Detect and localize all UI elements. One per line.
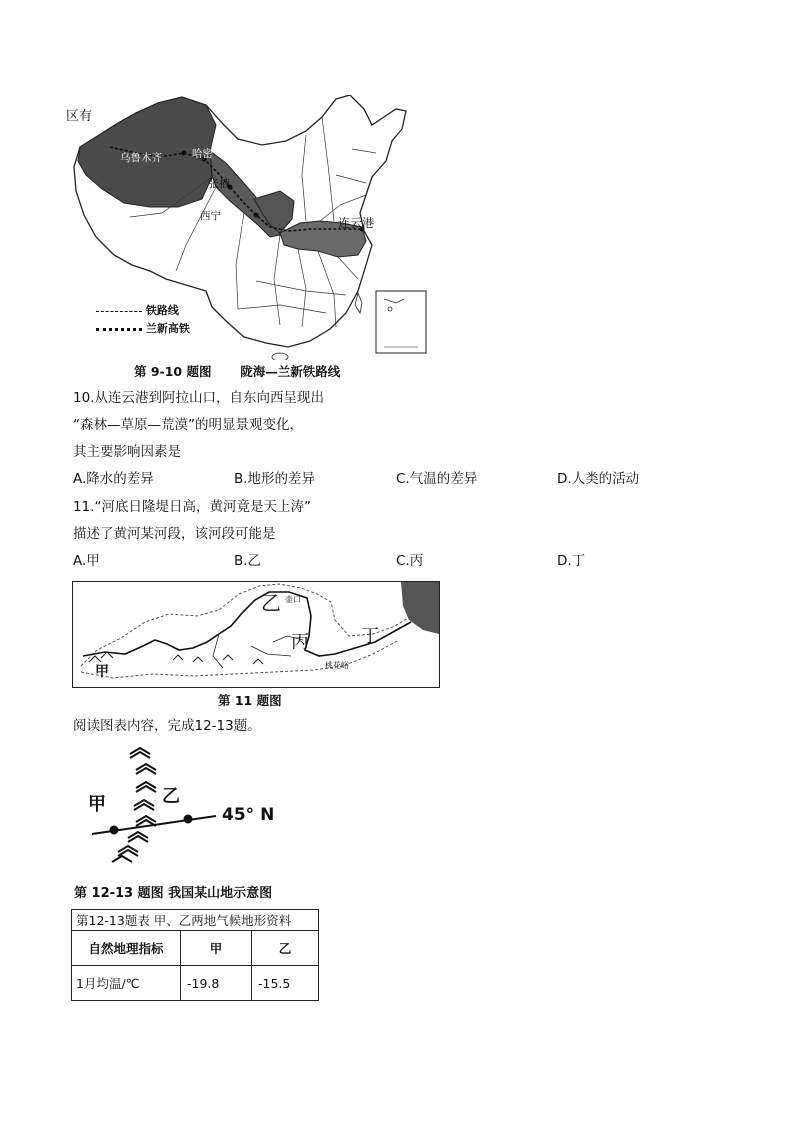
taiwan-island	[355, 293, 362, 313]
table-header-jia: 甲	[181, 931, 252, 966]
q10-line-3: 其主要影响因素是	[73, 444, 181, 460]
yellow-river-figure	[73, 582, 439, 687]
diagram-caption: 第 12-13 题图 我国某山地示意图	[74, 886, 273, 901]
label-yi: 乙	[261, 591, 281, 615]
q10-option-d[interactable]: D.人类的活动	[557, 471, 640, 487]
mountain-diagram-figure	[80, 742, 300, 872]
point-yi	[184, 815, 193, 824]
q11-option-c[interactable]: C.丙	[396, 553, 424, 569]
climate-table-wrapper	[71, 909, 319, 1001]
mountain-diagram	[80, 742, 300, 872]
label-jia-diagram: 甲	[88, 794, 106, 815]
label-lanzhou: 兰州	[224, 220, 245, 232]
legend-railway-label: 铁路线	[145, 304, 179, 317]
bohai-sea	[401, 582, 439, 634]
legend-railway	[96, 302, 179, 318]
q10-option-c[interactable]: C.气温的差异	[396, 471, 478, 487]
q11-line-1: 11.“河底日隆堤日高，黄河竟是天上涛”	[73, 499, 311, 515]
map1-caption-num: 第 9-10 题图	[134, 364, 212, 379]
label-lianyungang: 连云港	[338, 216, 375, 230]
yellow-river-map	[72, 581, 440, 688]
table-cell-indicator: 1月均温/℃	[72, 966, 181, 1001]
mountain-ridge	[112, 748, 156, 862]
label-yi-diagram: 乙	[162, 786, 180, 807]
map1-caption-title: 陇海—兰新铁路线	[240, 364, 341, 379]
q11-option-b[interactable]: B.乙	[234, 553, 262, 569]
map1-corner-text: 区有	[66, 109, 93, 124]
label-hukou: 壶口	[285, 595, 301, 604]
q10-line-2: “森林—草原—荒漠”的明显景观变化，	[73, 417, 303, 433]
q11-option-a[interactable]: A.甲	[73, 553, 100, 569]
q11-option-d[interactable]: D.丁	[557, 553, 586, 569]
label-ding: 丁	[361, 626, 379, 647]
map1-caption	[134, 362, 340, 380]
q10-line-1: 10.从连云港到阿拉山口，自东向西呈现出	[73, 390, 324, 406]
legend-railway-swatch	[96, 311, 142, 312]
label-taohuayu: 桃花峪	[325, 661, 349, 670]
climate-table	[71, 909, 319, 1001]
table-row	[72, 966, 319, 1001]
q10-option-b[interactable]: B.地形的差异	[234, 471, 316, 487]
q10-option-a[interactable]: A.降水的差异	[73, 471, 154, 487]
label-urumqi: 乌鲁木齐	[120, 152, 162, 164]
q11-line-2: 描述了黄河某河段，该河段可能是	[73, 526, 276, 542]
label-latitude: 45° N	[222, 805, 275, 825]
map2-caption: 第 11 题图	[218, 693, 282, 708]
legend-hsr	[96, 320, 190, 336]
china-railway-map	[66, 95, 436, 360]
legend-hsr-label: 兰新高铁	[145, 322, 190, 335]
table-cell-yi: -15.5	[252, 966, 319, 1001]
table-header-indicator: 自然地理指标	[72, 931, 181, 966]
legend-hsr-swatch	[96, 328, 142, 331]
table-cell-jia: -19.8	[181, 966, 252, 1001]
label-xining: 西宁	[200, 210, 221, 222]
table-header-yi: 乙	[252, 931, 319, 966]
q12-13-intro: 阅读图表内容，完成12-13题。	[73, 718, 261, 734]
table-caption: 第12-13题表 甲、乙两地气候地形资料	[72, 910, 319, 931]
label-jia: 甲	[95, 664, 109, 680]
label-bing: 丙	[291, 632, 309, 653]
label-zhangye: 张掖	[208, 177, 230, 190]
hainan-island	[272, 353, 288, 360]
point-jia	[110, 826, 119, 835]
label-hami: 哈密	[192, 148, 213, 160]
